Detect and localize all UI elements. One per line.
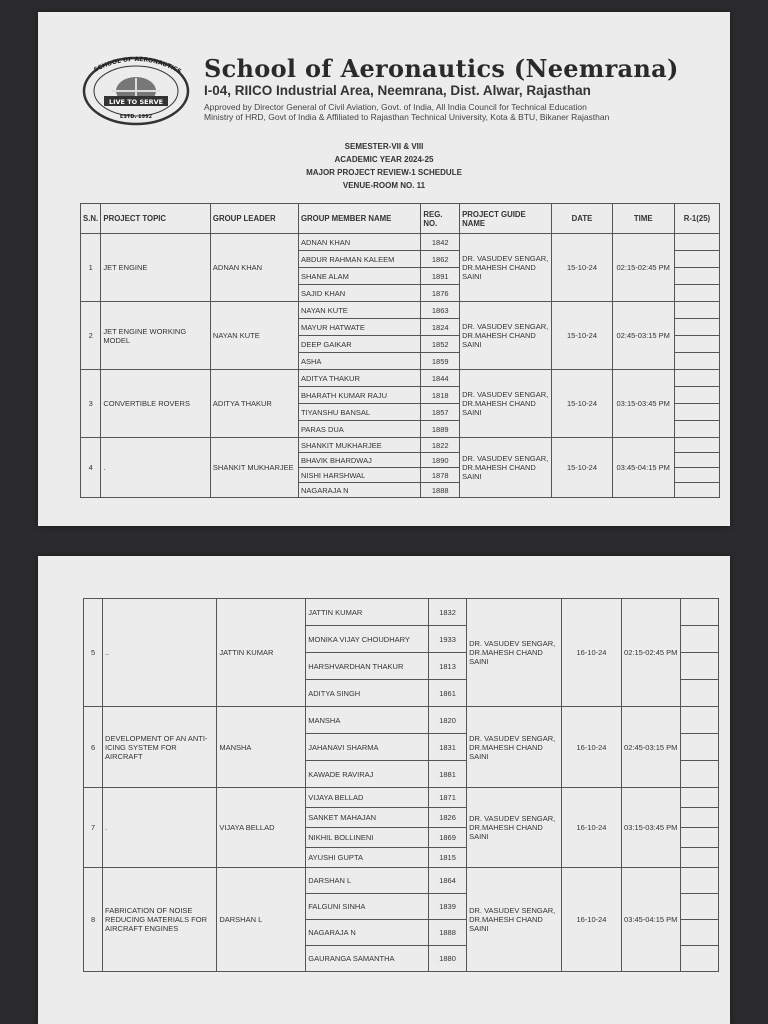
member-name: MONIKA VIJAY CHOUDHARY (306, 626, 429, 653)
col-date: DATE (552, 204, 612, 234)
review-time: 03:15-03:45 PM (612, 370, 674, 438)
review-mark-cell (680, 848, 718, 868)
member-name: PARAS DUA (298, 421, 420, 438)
serial-number: 3 (81, 370, 101, 438)
reg-number: 1842 (421, 234, 460, 251)
review-mark-cell (680, 653, 718, 680)
college-seal-icon (82, 56, 190, 126)
review-mark-cell (680, 920, 718, 946)
group-leader: JATTIN KUMAR (217, 599, 306, 707)
member-name: NAYAN KUTE (298, 302, 420, 319)
schedule-table (80, 203, 720, 498)
member-name: MAYUR HATWATE (298, 319, 420, 336)
guide-name: DR. VASUDEV SENGAR, DR.MAHESH CHAND SAINI (460, 234, 552, 302)
reg-number: 1864 (429, 868, 467, 894)
review-time: 02:15-02:45 PM (621, 599, 680, 707)
project-topic: .. (103, 599, 217, 707)
reg-number: 1878 (421, 468, 460, 483)
reg-number: 1862 (421, 251, 460, 268)
review-mark-cell (674, 268, 719, 285)
member-name: ABDUR RAHMAN KALEEM (298, 251, 420, 268)
table-body-continued (84, 599, 719, 972)
review-time: 02:15-02:45 PM (612, 234, 674, 302)
academic-year-line: ACADEMIC YEAR 2024-25 (334, 155, 434, 164)
col-time: TIME (612, 204, 674, 234)
member-name: GAURANGA SAMANTHA (306, 946, 429, 972)
member-name: BHARATH KUMAR RAJU (298, 387, 420, 404)
review-mark-cell (674, 234, 719, 251)
member-name: SANKET MAHAJAN (306, 808, 429, 828)
review-time: 02:45-03:15 PM (612, 302, 674, 370)
review-mark-cell (680, 946, 718, 972)
group-leader: MANSHA (217, 707, 306, 788)
review-mark-cell (674, 336, 719, 353)
reg-number: 1813 (429, 653, 467, 680)
review-mark-cell (674, 251, 719, 268)
review-mark-cell (680, 788, 718, 808)
review-mark-cell (680, 707, 718, 734)
review-date: 16-10-24 (562, 868, 621, 972)
table-row (81, 234, 720, 251)
review-mark-cell (674, 285, 719, 302)
project-topic: FABRICATION OF NOISE REDUCING MATERIALS FOR AIRCRAFT ENGINES (103, 868, 217, 972)
review-mark-cell (674, 468, 719, 483)
review-mark-cell (674, 353, 719, 370)
review-date: 16-10-24 (562, 788, 621, 868)
approval-line-1: Approved by Director General of Civil Aviation, Govt. of India, All India Council for Technical Education (204, 102, 587, 112)
col-leader: GROUP LEADER (210, 204, 298, 234)
reg-number: 1857 (421, 404, 460, 421)
reg-number: 1831 (429, 734, 467, 761)
col-reg: REG. NO. (421, 204, 460, 234)
group-leader: ADITYA THAKUR (210, 370, 298, 438)
table-row (81, 370, 720, 387)
group-leader: DARSHAN L (217, 868, 306, 972)
guide-name: DR. VASUDEV SENGAR, DR.MAHESH CHAND SAINI (460, 302, 552, 370)
reg-number: 1876 (421, 285, 460, 302)
member-name: ADNAN KHAN (298, 234, 420, 251)
group-leader: SHANKIT MUKHARJEE (210, 438, 298, 498)
review-mark-cell (680, 680, 718, 707)
project-topic: JET ENGINE (101, 234, 211, 302)
reg-number: 1844 (421, 370, 460, 387)
reg-number: 1889 (421, 421, 460, 438)
approval-text (204, 102, 609, 122)
serial-number: 4 (81, 438, 101, 498)
schedule-table-continued (83, 598, 719, 972)
review-title-line: MAJOR PROJECT REVIEW-1 SCHEDULE (306, 168, 462, 177)
semester-line: SEMESTER-VII & VIII (344, 142, 424, 151)
serial-number: 8 (84, 868, 103, 972)
review-date: 16-10-24 (562, 599, 621, 707)
member-name: NAGARAJA N (298, 483, 420, 498)
review-mark-cell (680, 626, 718, 653)
member-name: HARSHVARDHAN THAKUR (306, 653, 429, 680)
member-name: NAGARAJA N (306, 920, 429, 946)
member-name: DEEP GAIKAR (298, 336, 420, 353)
review-mark-cell (674, 370, 719, 387)
member-name: SAJID KHAN (298, 285, 420, 302)
guide-name: DR. VASUDEV SENGAR, DR.MAHESH CHAND SAINI (467, 707, 562, 788)
reg-number: 1820 (429, 707, 467, 734)
reg-number: 1815 (429, 848, 467, 868)
project-topic: DEVELOPMENT OF AN ANTI-ICING SYSTEM FOR AIRCRAFT (103, 707, 217, 788)
review-mark-cell (680, 808, 718, 828)
project-topic: . (101, 438, 211, 498)
reg-number: 1880 (429, 946, 467, 972)
reg-number: 1826 (429, 808, 467, 828)
table-header-row (81, 204, 720, 234)
review-mark-cell (674, 404, 719, 421)
member-name: TIYANSHU BANSAL (298, 404, 420, 421)
reg-number: 1881 (429, 761, 467, 788)
member-name: SHANKIT MUKHARJEE (298, 438, 420, 453)
schedule-title (38, 140, 730, 192)
approval-line-2: Ministry of HRD, Govt of India & Affiliated to Rajasthan Technical University, Kota & BTU, Bikaner Rajasthan (204, 112, 610, 122)
col-review: R-1(25) (674, 204, 719, 234)
reg-number: 1818 (421, 387, 460, 404)
letterhead (80, 52, 720, 132)
reg-number: 1933 (429, 626, 467, 653)
project-topic: . (103, 788, 217, 868)
reg-number: 1859 (421, 353, 460, 370)
review-mark-cell (680, 734, 718, 761)
reg-number: 1891 (421, 268, 460, 285)
reg-number: 1888 (421, 483, 460, 498)
project-topic: CONVERTIBLE ROVERS (101, 370, 211, 438)
review-mark-cell (680, 828, 718, 848)
member-name: AYUSHI GUPTA (306, 848, 429, 868)
reg-number: 1888 (429, 920, 467, 946)
seal-ribbon: LIVE TO SERVE (108, 98, 164, 106)
col-sn: S.N. (81, 204, 101, 234)
col-member: GROUP MEMBER NAME (298, 204, 420, 234)
table-row (81, 438, 720, 453)
member-name: VIJAYA BELLAD (306, 788, 429, 808)
review-date: 15-10-24 (552, 234, 612, 302)
member-name: NIKHIL BOLLINENI (306, 828, 429, 848)
serial-number: 2 (81, 302, 101, 370)
member-name: KAWADE RAVIRAJ (306, 761, 429, 788)
reg-number: 1871 (429, 788, 467, 808)
member-name: BHAVIK BHARDWAJ (298, 453, 420, 468)
seal-text: SCHOOL OF AERONAUTICS (92, 56, 183, 76)
serial-number: 7 (84, 788, 103, 868)
serial-number: 6 (84, 707, 103, 788)
reg-number: 1839 (429, 894, 467, 920)
group-leader: ADNAN KHAN (210, 234, 298, 302)
table-row (81, 302, 720, 319)
group-leader: VIJAYA BELLAD (217, 788, 306, 868)
table-row (84, 788, 719, 808)
member-name: FALGUNI SINHA (306, 894, 429, 920)
guide-name: DR. VASUDEV SENGAR, DR.MAHESH CHAND SAINI (460, 370, 552, 438)
review-mark-cell (680, 894, 718, 920)
project-topic: JET ENGINE WORKING MODEL (101, 302, 211, 370)
review-mark-cell (674, 453, 719, 468)
col-topic: PROJECT TOPIC (101, 204, 211, 234)
reg-number: 1863 (421, 302, 460, 319)
table-row (84, 868, 719, 894)
member-name: JAHANAVI SHARMA (306, 734, 429, 761)
guide-name: DR. VASUDEV SENGAR, DR.MAHESH CHAND SAINI (467, 599, 562, 707)
reg-number: 1869 (429, 828, 467, 848)
college-name: School of Aeronautics (Neemrana) (204, 54, 679, 83)
table-row (84, 599, 719, 626)
review-mark-cell (674, 421, 719, 438)
reg-number: 1824 (421, 319, 460, 336)
table-row (84, 707, 719, 734)
review-time: 03:45-04:15 PM (612, 438, 674, 498)
review-date: 16-10-24 (562, 707, 621, 788)
member-name: MANSHA (306, 707, 429, 734)
member-name: NISHI HARSHWAL (298, 468, 420, 483)
review-mark-cell (674, 302, 719, 319)
review-mark-cell (680, 761, 718, 788)
review-mark-cell (674, 483, 719, 498)
col-guide: PROJECT GUIDE NAME (460, 204, 552, 234)
reg-number: 1822 (421, 438, 460, 453)
review-time: 03:45-04:15 PM (621, 868, 680, 972)
review-date: 15-10-24 (552, 302, 612, 370)
schedule-page-1 (38, 12, 730, 526)
review-time: 03:15-03:45 PM (621, 788, 680, 868)
review-date: 15-10-24 (552, 438, 612, 498)
review-date: 15-10-24 (552, 370, 612, 438)
member-name: ADITYA THAKUR (298, 370, 420, 387)
member-name: JATTIN KUMAR (306, 599, 429, 626)
review-mark-cell (680, 868, 718, 894)
review-time: 02:45-03:15 PM (621, 707, 680, 788)
reg-number: 1861 (429, 680, 467, 707)
reg-number: 1852 (421, 336, 460, 353)
college-address: I-04, RIICO Industrial Area, Neemrana, Dist. Alwar, Rajasthan (204, 83, 591, 98)
table-body (81, 234, 720, 498)
guide-name: DR. VASUDEV SENGAR, DR.MAHESH CHAND SAINI (460, 438, 552, 498)
serial-number: 1 (81, 234, 101, 302)
guide-name: DR. VASUDEV SENGAR, DR.MAHESH CHAND SAINI (467, 868, 562, 972)
review-mark-cell (674, 438, 719, 453)
venue-line: VENUE-ROOM NO. 11 (342, 181, 426, 190)
review-mark-cell (674, 387, 719, 404)
member-name: ASHA (298, 353, 420, 370)
member-name: DARSHAN L (306, 868, 429, 894)
review-mark-cell (680, 599, 718, 626)
member-name: ADITYA SINGH (306, 680, 429, 707)
reg-number: 1832 (429, 599, 467, 626)
member-name: SHANE ALAM (298, 268, 420, 285)
serial-number: 5 (84, 599, 103, 707)
guide-name: DR. VASUDEV SENGAR, DR.MAHESH CHAND SAINI (467, 788, 562, 868)
review-mark-cell (674, 319, 719, 336)
schedule-page-2 (38, 556, 730, 1024)
reg-number: 1890 (421, 453, 460, 468)
seal-est: ESTD. 1992 (119, 114, 153, 120)
group-leader: NAYAN KUTE (210, 302, 298, 370)
